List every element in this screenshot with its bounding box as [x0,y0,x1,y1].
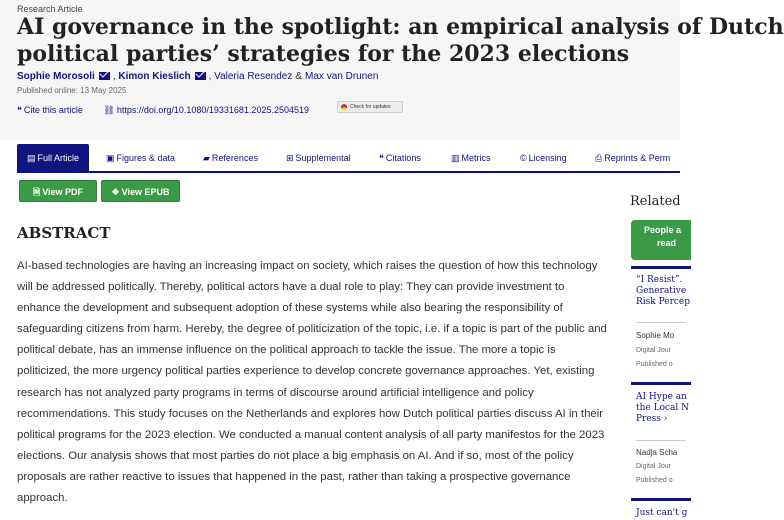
related-separator [631,382,691,385]
related-title-line: the Local N [636,403,690,413]
view-epub-button[interactable] [101,180,180,202]
tab-reprints-permissions[interactable] [595,144,670,172]
doi-text: https://doi.org/10.1080/19331681.2025.2504519 [116,105,309,115]
plus-icon: ⊞ [286,153,294,163]
cite-article-link[interactable] [17,105,83,116]
article-links [17,105,309,116]
view-epub-label: View EPUB [121,187,170,197]
tab-references[interactable] [203,144,258,172]
print-icon: ⎙ [595,153,603,163]
related-divider [636,322,686,323]
quote-icon: ❝ [379,153,384,163]
related-title-line: Generative [636,286,687,296]
related-journal: Digital Jour [636,347,672,354]
author-link[interactable]: Max van Drunen [305,71,379,82]
related-heading: Related [630,194,681,209]
tab-label: References [211,153,258,163]
chevron-right-icon: › [663,414,668,424]
related-published: Published o [636,361,673,368]
tab-metrics[interactable] [451,144,491,172]
tab-licensing[interactable] [520,144,567,172]
tab-label: Licensing [528,153,567,163]
related-journal: Digital Jour [636,463,672,470]
tab-supplemental[interactable] [286,144,351,172]
author-link[interactable]: Valeria Resendez [214,71,293,82]
document-icon: ▤ [27,153,36,163]
tab-label: Full Article [37,153,80,163]
people-read-label-2: read [657,238,677,248]
author-ampersand: & [295,71,303,82]
tab-label: Reprints & Perm [604,153,671,163]
related-title-line: Risk Percep [636,297,690,307]
author-separator: , [208,71,212,82]
author-link[interactable]: Kimon Kieslich [118,71,191,82]
view-pdf-label: View PDF [42,187,84,197]
related-author: Sophie Mo [636,331,675,340]
quote-icon: ❝ [17,105,22,115]
check-for-updates-button[interactable]: Check for updates [337,101,403,113]
abstract-text: AI-based technologies are having an increasing impact on society, which raises the question of how this technology will be addressed politically. Thereby, political actors have a dual role to play: They can provide investment to enhance the development and subsequent adoption of these systems while also bearing the responsibility of safeguarding citizens from harm. Hereby, the degree of politicization of the topic, i.e. if a topic is part of the public and political debate, has an immense influence on the political approach to tackle the issue. The more a topic is politicized, the more urgency political parties experience to develop concrete governance approaches. Yet, existing research has not analyzed party programs in terms of discourse around artificial intelligence and policy recommendations. This study focuses on the Netherlands and explores how Dutch political parties discuss AI in their political programs for the 2023 election. We conducted a manual content analysis of all party manifestos for the 2023 elections. Our analysis shows that most parties do not place a big emphasis on AI. And if so, most of the policy proposals are rather reactive to issues that happened in the past, rather than taking a prospective governance approach. [17,260,607,505]
tab-citations[interactable] [379,144,421,172]
related-article-title[interactable] [636,508,687,519]
abstract-heading: ABSTRACT [17,224,111,242]
author-separator: , [112,71,116,82]
doi-link[interactable] [103,105,309,116]
tab-label: Citations [385,153,421,163]
cite-label: Cite this article [23,105,83,115]
article-type: Research Article [17,4,83,14]
image-icon: ▣ [106,153,115,163]
related-title-line: AI Hype an [636,392,687,402]
author-link[interactable]: Sophie Morosoli [17,71,95,82]
email-icon[interactable] [99,72,110,80]
people-also-read-tab[interactable] [631,220,691,260]
pdf-icon: 🗎 [32,187,41,197]
tab-figures-data[interactable] [106,144,175,172]
people-read-label-1: People a [644,225,682,235]
related-separator [631,266,691,269]
tab-full-article[interactable] [17,144,89,172]
related-title-line: Just can't g [636,508,688,518]
related-title-line: Press [636,414,661,424]
view-pdf-button[interactable] [19,180,97,202]
related-published: Published o [636,477,673,484]
title-line-1: AI governance in the spotlight: an empirical analysis of Dutch [17,14,784,40]
author-list [17,71,378,82]
tab-label: Figures & data [116,153,176,163]
epub-icon: ❖ [111,187,120,197]
tab-label: Metrics [461,153,491,163]
title-line-2: political parties’ strategies for the 2023 elections [17,41,630,67]
related-title-line: “I Resist”. [636,275,683,285]
link-icon: ⛓ [103,105,115,115]
email-icon[interactable] [195,72,206,80]
related-author: Nadja Scha [636,448,678,457]
tab-label: Supplemental [295,153,351,163]
related-separator [631,498,691,501]
book-icon: ▰ [203,153,210,163]
related-article-title[interactable] [636,275,690,308]
bar-chart-icon: ▥ [451,153,460,163]
related-article-title[interactable] [636,392,689,425]
related-divider [636,440,686,441]
published-date: Published online: 13 May 2025 [17,86,127,95]
article-title [17,14,784,68]
tabs-underline [17,171,680,173]
copyright-icon: © [520,153,527,163]
